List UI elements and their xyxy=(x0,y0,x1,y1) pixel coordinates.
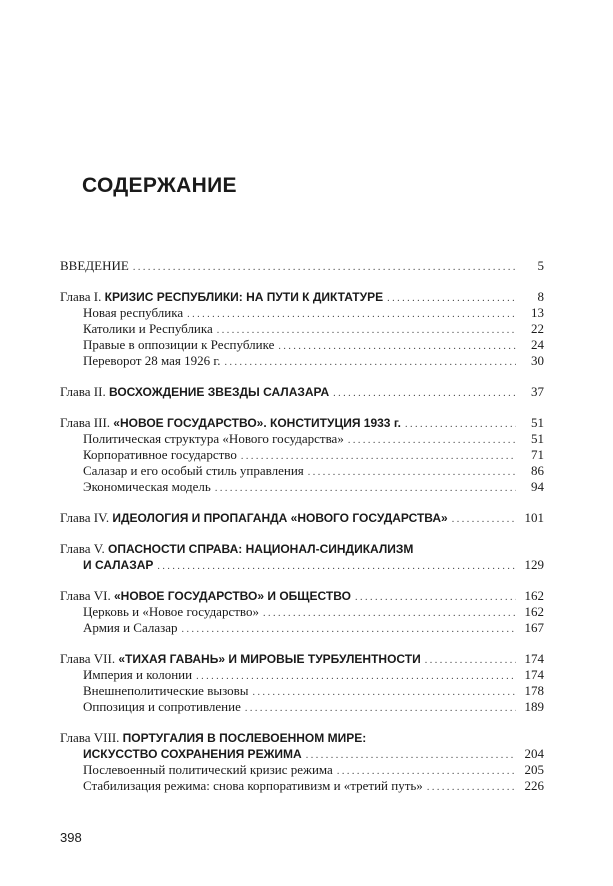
toc-entry-label xyxy=(60,258,129,274)
toc-page-number: 167 xyxy=(524,620,544,635)
toc-chapter[interactable] xyxy=(60,730,544,746)
toc-entry-label xyxy=(83,305,183,321)
section-title: Переворот 28 мая 1926 г. xyxy=(83,353,221,368)
dot-leader xyxy=(182,620,516,638)
chapter-title: ИСКУССТВО СОХРАНЕНИЯ РЕЖИМА xyxy=(83,747,302,761)
chapter-title: «ТИХАЯ ГАВАНЬ» И МИРОВЫЕ ТУРБУЛЕНТНОСТИ xyxy=(118,652,421,666)
toc-page-number: 24 xyxy=(531,337,544,352)
toc-chapter[interactable] xyxy=(60,415,544,431)
dot-leader xyxy=(157,557,516,575)
section-title: Политическая структура «Нового государства» xyxy=(83,431,344,446)
dot-leader xyxy=(225,353,517,371)
toc-entry-label xyxy=(83,353,221,369)
toc-entry-label xyxy=(83,557,153,573)
dot-leader xyxy=(245,699,516,717)
dot-leader xyxy=(133,258,516,276)
toc-entry-label xyxy=(83,447,237,463)
toc-page-number: 51 xyxy=(531,415,544,430)
toc-page-number: 13 xyxy=(531,305,544,320)
section-title: Стабилизация режима: снова корпоративизм и «третий путь» xyxy=(83,778,423,793)
toc-entry-label xyxy=(60,415,401,431)
toc-page-number: 226 xyxy=(524,778,544,793)
toc-entry-label xyxy=(60,730,366,746)
page-number: 398 xyxy=(60,830,82,845)
toc-chapter-continuation[interactable] xyxy=(60,746,544,762)
chapter-title: КРИЗИС РЕСПУБЛИКИ: НА ПУТИ К ДИКТАТУРЕ xyxy=(104,290,384,304)
chapter-number: Глава IV. xyxy=(60,510,113,525)
toc-entry-label xyxy=(83,337,274,353)
toc-entry-label xyxy=(83,762,333,778)
toc-section[interactable] xyxy=(60,321,544,337)
toc-section[interactable] xyxy=(60,353,544,369)
toc-entry-label xyxy=(83,746,302,762)
chapter-title: ПОРТУГАЛИЯ В ПОСЛЕВОЕННОМ МИРЕ: xyxy=(122,731,367,745)
toc-entry-label xyxy=(83,667,192,683)
toc-page-number: 189 xyxy=(524,699,544,714)
toc-entry-label xyxy=(60,289,383,305)
toc-chapter[interactable] xyxy=(60,289,544,305)
toc-entry-label xyxy=(83,604,259,620)
toc-page-number: 101 xyxy=(524,510,544,525)
toc-page-number: 30 xyxy=(531,353,544,368)
toc-chapter[interactable] xyxy=(60,510,544,526)
toc-section[interactable] xyxy=(60,699,544,715)
chapter-number: Глава VI. xyxy=(60,588,114,603)
toc-chapter[interactable] xyxy=(60,384,544,400)
section-title: Салазар и его особый стиль управления xyxy=(83,463,304,478)
toc-entry-label xyxy=(83,321,213,337)
toc-entry-label xyxy=(83,683,249,699)
toc-section[interactable] xyxy=(60,683,544,699)
toc-page-number: 22 xyxy=(531,321,544,336)
chapter-number: Глава V. xyxy=(60,541,108,556)
toc-entry-label xyxy=(83,431,344,447)
toc-page-number: 86 xyxy=(531,463,544,478)
section-title: Правые в оппозиции к Республике xyxy=(83,337,275,352)
toc-entry-label xyxy=(60,588,351,604)
toc-page-number: 37 xyxy=(531,384,544,399)
chapter-number: Глава II. xyxy=(60,384,109,399)
toc-section[interactable] xyxy=(60,604,544,620)
page-title: СОДЕРЖАНИЕ xyxy=(82,174,237,197)
toc-page-number: 8 xyxy=(537,289,544,304)
section-title: Послевоенный политический кризис режима xyxy=(83,762,333,777)
section-title: Империя и колонии xyxy=(83,667,193,682)
toc-entry-label xyxy=(83,463,304,479)
chapter-title: ВОСХОЖДЕНИЕ ЗВЕЗДЫ САЛАЗАРА xyxy=(108,385,330,399)
chapter-number: Глава VII. xyxy=(60,651,119,666)
toc-entry-label xyxy=(60,651,421,667)
toc-chapter[interactable] xyxy=(60,541,544,557)
toc-section[interactable] xyxy=(60,305,544,321)
toc-page-number: 51 xyxy=(531,431,544,446)
toc-chapter[interactable] xyxy=(60,651,544,667)
toc-section[interactable] xyxy=(60,447,544,463)
toc-entry-label xyxy=(83,479,211,495)
table-of-contents xyxy=(60,258,544,794)
section-title: Корпоративное государство xyxy=(83,447,237,462)
toc-page-number: 5 xyxy=(537,258,544,273)
toc-section[interactable] xyxy=(60,762,544,778)
toc-chapter[interactable] xyxy=(60,588,544,604)
dot-leader xyxy=(427,778,516,796)
toc-section[interactable] xyxy=(60,667,544,683)
toc-page-number: 174 xyxy=(524,651,544,666)
toc-entry-label xyxy=(83,620,178,636)
chapter-number: Глава III. xyxy=(60,415,114,430)
toc-section[interactable] xyxy=(60,337,544,353)
toc-chapter-continuation[interactable] xyxy=(60,557,544,573)
section-title: Внешнеполитические вызовы xyxy=(83,683,249,698)
toc-entry-label xyxy=(60,384,329,400)
chapter-number: Глава I. xyxy=(60,289,105,304)
section-title: Оппозиция и сопротивление xyxy=(83,699,241,714)
toc-entry-label xyxy=(83,778,423,794)
chapter-title: ИДЕОЛОГИЯ И ПРОПАГАНДА «НОВОГО ГОСУДАРСТВА» xyxy=(112,511,448,525)
toc-section[interactable] xyxy=(60,479,544,495)
section-title: Новая республика xyxy=(83,305,184,320)
toc-page-number: 178 xyxy=(524,683,544,698)
toc-section[interactable] xyxy=(60,778,544,794)
section-title: Армия и Салазар xyxy=(83,620,178,635)
toc-page-number: 205 xyxy=(524,762,544,777)
toc-entry-label xyxy=(60,510,448,526)
toc-page-number: 162 xyxy=(524,588,544,603)
toc-section[interactable] xyxy=(60,463,544,479)
toc-entry-label xyxy=(83,699,241,715)
chapter-title: И САЛАЗАР xyxy=(83,558,154,572)
dot-leader xyxy=(452,510,516,528)
toc-entry-label xyxy=(60,541,413,557)
chapter-title: «НОВОЕ ГОСУДАРСТВО» И ОБЩЕСТВО xyxy=(114,589,351,603)
section-title: ВВЕДЕНИЕ xyxy=(60,258,129,273)
chapter-title: «НОВОЕ ГОСУДАРСТВО». КОНСТИТУЦИЯ 1933 г. xyxy=(113,416,401,430)
toc-page-number: 204 xyxy=(524,746,544,761)
toc-section[interactable] xyxy=(60,431,544,447)
toc-page-number: 94 xyxy=(531,479,544,494)
section-title: Экономическая модель xyxy=(83,479,211,494)
toc-page-number: 71 xyxy=(531,447,544,462)
toc-page-number: 162 xyxy=(524,604,544,619)
toc-page-number: 174 xyxy=(524,667,544,682)
chapter-number: Глава VIII. xyxy=(60,730,123,745)
toc-section[interactable] xyxy=(60,620,544,636)
dot-leader xyxy=(215,479,516,497)
toc-entry-intro[interactable] xyxy=(60,258,544,274)
section-title: Католики и Республика xyxy=(83,321,213,336)
chapter-title: ОПАСНОСТИ СПРАВА: НАЦИОНАЛ-СИНДИКАЛИЗМ xyxy=(108,542,414,556)
dot-leader xyxy=(333,384,516,402)
section-title: Церковь и «Новое государство» xyxy=(83,604,259,619)
toc-page-number: 129 xyxy=(524,557,544,572)
